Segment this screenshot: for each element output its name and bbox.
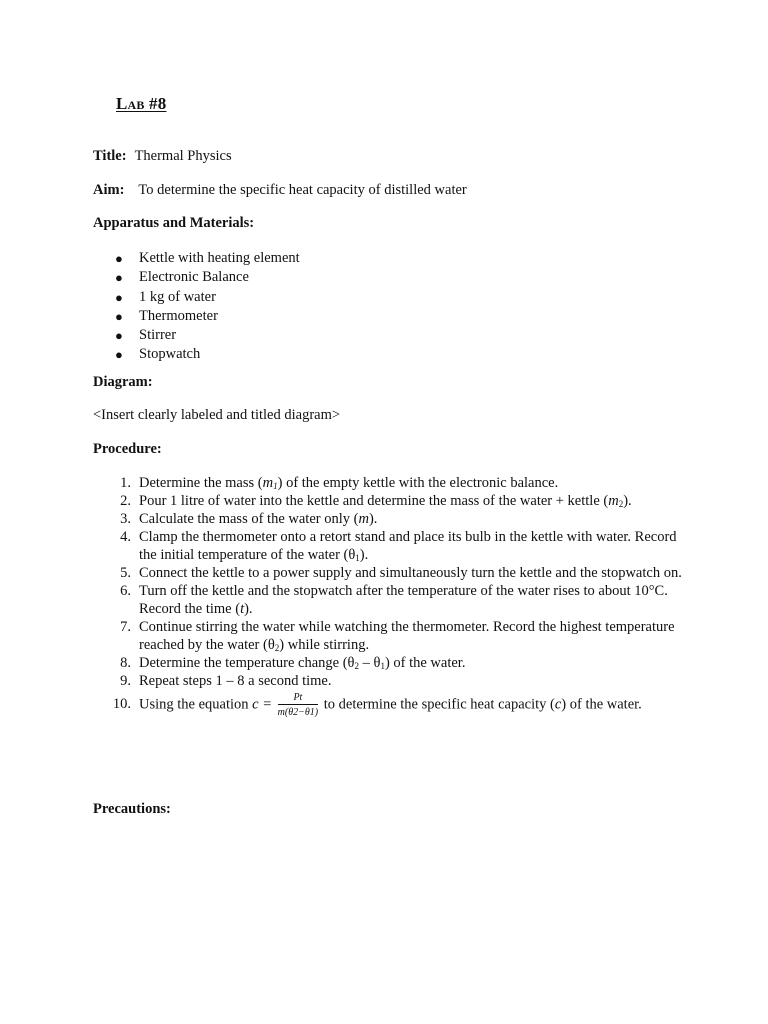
subscript: 1 — [380, 661, 385, 671]
list-item — [93, 249, 300, 268]
apparatus-item-label: Kettle with heating element — [139, 250, 300, 266]
apparatus-list — [93, 249, 300, 365]
step-text: Turn off the kettle and the stopwatch after the temperature of the water rises to about 10°C. Record the time ( — [139, 583, 668, 617]
title-line — [93, 148, 232, 165]
diagram-heading: Diagram: — [93, 374, 153, 390]
step-text: – θ — [358, 655, 381, 671]
procedure-step — [93, 564, 693, 582]
step-text: ) of the water. — [561, 696, 642, 713]
step-text: ). — [244, 601, 253, 617]
equation-fraction — [278, 692, 318, 718]
subscript: 1 — [273, 481, 278, 491]
procedure-step — [93, 510, 693, 528]
title-value: Thermal Physics — [134, 148, 232, 164]
step-text: Repeat steps 1 – 8 a second time. — [139, 673, 332, 689]
step-text: ) while stirring. — [279, 637, 370, 653]
apparatus-item-label: 1 kg of water — [139, 288, 216, 305]
variable: t — [240, 601, 245, 617]
step-text: to determine the specific heat capacity ( — [320, 696, 555, 713]
subscript: 2 — [618, 499, 624, 509]
step-text: ) of the water. — [384, 655, 466, 671]
apparatus-item-label: Thermometer — [139, 307, 218, 324]
variable: c — [554, 696, 562, 713]
procedure-step — [93, 672, 693, 690]
apparatus-item-label: Electronic Balance — [139, 269, 249, 286]
subscript: 2 — [354, 661, 359, 671]
title-label: Title: — [93, 148, 127, 164]
variable: m — [358, 511, 369, 527]
aim-value: To determine the specific heat capacity of distilled water — [138, 182, 467, 198]
step-number: 8. — [120, 655, 131, 671]
bullet-icon: ● — [115, 289, 123, 305]
step-number: 5. — [120, 565, 131, 581]
step-text: ). — [368, 511, 378, 527]
step-number: 6. — [120, 583, 131, 599]
diagram-placeholder-text: <Insert clearly labeled and titled diagram> — [93, 407, 341, 423]
step-text: Connect the kettle to a power supply and simultaneously turn the kettle and the stopwatch on. — [139, 565, 682, 581]
step-number: 1. — [120, 475, 131, 491]
procedure-step — [93, 618, 693, 654]
step-text: Pour 1 litre of water into the kettle and determine the mass of the water + kettle ( — [139, 493, 609, 509]
step-number: 4. — [120, 529, 131, 545]
precautions-heading: Precautions: — [93, 801, 171, 817]
procedure-step — [93, 474, 693, 492]
step-text: ). — [623, 493, 632, 509]
step-text: Clamp the thermometer onto a retort stand and place its bulb in the kettle with water. Record the initial temperature of the water (θ — [139, 529, 677, 563]
subscript: 2 — [274, 643, 280, 653]
step-number: 2. — [120, 493, 131, 509]
step-number: 10. — [112, 696, 131, 712]
step-text: ). — [359, 547, 369, 563]
step-number: 7. — [120, 619, 131, 635]
procedure-step — [93, 492, 693, 510]
list-item — [93, 288, 300, 307]
bullet-icon: ● — [115, 328, 123, 344]
apparatus-item-label: Stopwatch — [139, 346, 201, 363]
list-item — [93, 307, 300, 326]
step-text: Determine the mass ( — [139, 475, 263, 491]
procedure-step — [93, 654, 693, 672]
bullet-icon: ● — [115, 308, 123, 324]
apparatus-heading: Apparatus and Materials: — [93, 215, 255, 231]
fraction-numerator: Pt — [278, 692, 318, 705]
lab-heading: Lab #8 — [116, 94, 167, 113]
procedure-step — [93, 582, 693, 618]
variable: m — [608, 493, 619, 509]
step-text: ) of the empty kettle with the electronic balance. — [277, 475, 559, 491]
procedure-list — [93, 474, 693, 718]
bullet-icon: ● — [115, 270, 123, 286]
list-item — [93, 268, 300, 287]
list-item — [93, 326, 300, 345]
bullet-icon: ● — [115, 347, 123, 363]
variable: m — [262, 475, 274, 491]
procedure-step — [93, 528, 693, 564]
aim-line — [93, 182, 467, 199]
step-number: 3. — [120, 511, 131, 527]
step-number: 9. — [120, 673, 131, 689]
procedure-heading: Procedure: — [93, 441, 162, 457]
step-text: Calculate the mass of the water only ( — [139, 511, 359, 527]
aim-label: Aim: — [93, 182, 125, 198]
apparatus-item-label: Stirrer — [139, 327, 177, 344]
step-text: Using the equation — [139, 696, 253, 713]
fraction-denominator: m(θ2−θ1) — [277, 707, 319, 718]
step-text: Determine the temperature change (θ — [139, 655, 355, 671]
procedure-step — [93, 692, 693, 718]
list-item — [93, 345, 300, 364]
step-text: Continue stirring the water while watching the thermometer. Record the highest temperature reached by the water (θ — [139, 619, 675, 653]
equation-lhs: c = — [252, 696, 276, 713]
bullet-icon: ● — [115, 251, 123, 266]
subscript: 1 — [355, 553, 360, 563]
